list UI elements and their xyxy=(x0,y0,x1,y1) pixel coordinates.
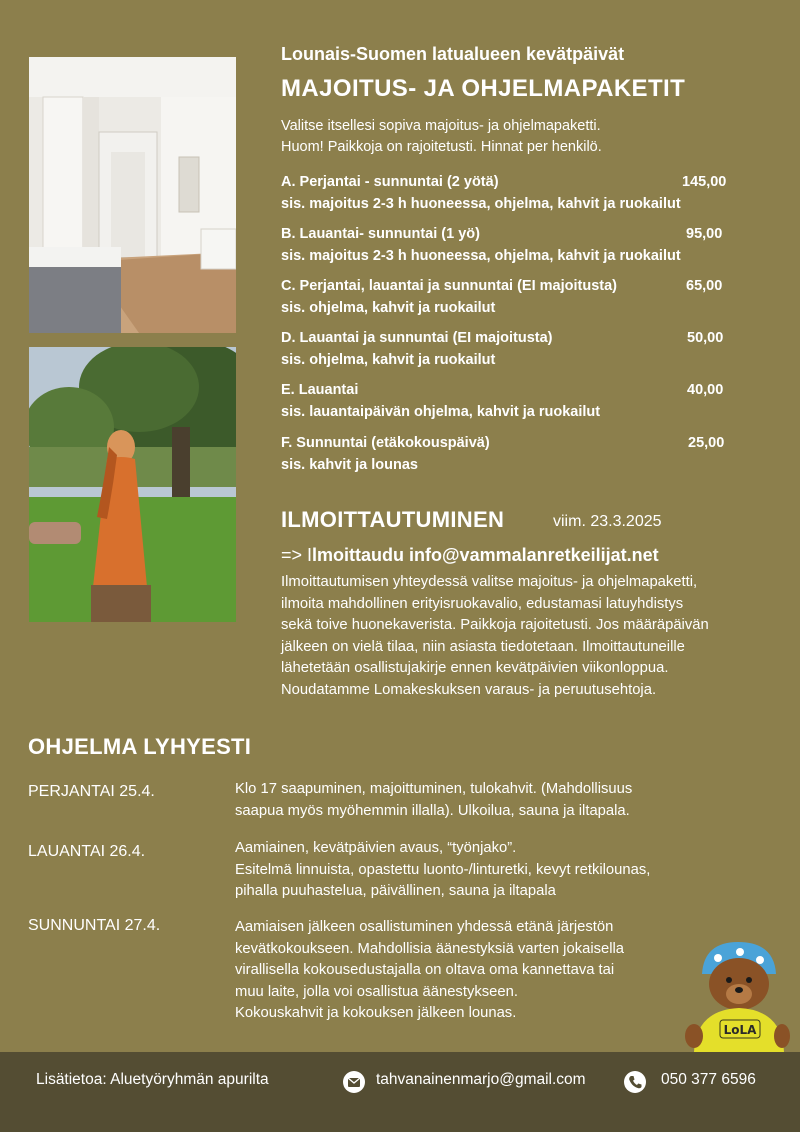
package-price: 25,00 xyxy=(688,435,725,451)
footer-phone[interactable]: 050 377 6596 xyxy=(661,1071,756,1088)
program-line: saapua myös myöhemmin illalla). Ulkoilua, sauna ja iltapala. xyxy=(235,802,630,819)
package-f xyxy=(281,433,781,476)
program-line: kevätkokoukseen. Mahdollisia äänestyksiä varten jokaisella xyxy=(235,940,625,957)
package-b xyxy=(281,224,781,267)
package-desc: sis. ohjelma, kahvit ja ruokailut xyxy=(281,351,496,368)
statue-photo xyxy=(29,347,236,622)
registration-line: sekä toive huonekaverista. Paikkoja rajoitetusti. Jos määräpäivän xyxy=(281,617,709,634)
mascot-shirt-text: LoLA xyxy=(723,1023,757,1037)
package-c xyxy=(281,276,781,319)
program-title: OHJELMA LYHYESTI xyxy=(28,734,252,759)
package-d xyxy=(281,328,781,371)
package-desc: sis. majoitus 2-3 h huoneessa, ohjelma, kahvit ja ruokailut xyxy=(281,247,681,264)
envelope-icon xyxy=(343,1071,365,1093)
event-subtitle: Lounais-Suomen latualueen kevätpäivät xyxy=(281,44,625,64)
package-desc: sis. lauantaipäivän ohjelma, kahvit ja ruokailut xyxy=(281,403,601,420)
program-line: virallisella kokousedustajalla on oltava oma kannettava tai xyxy=(235,962,615,979)
package-title: F. Sunnuntai (etäkokouspäivä) xyxy=(281,435,490,451)
package-price: 50,00 xyxy=(687,330,724,346)
package-title: E. Lauantai xyxy=(281,382,359,398)
package-title: C. Perjantai, lauantai ja sunnuntai (EI majoitusta) xyxy=(281,278,617,294)
package-a xyxy=(281,172,781,215)
package-price: 40,00 xyxy=(687,382,724,398)
program-line: pihalla puuhastelua, päivällinen, sauna ja iltapala xyxy=(235,883,556,900)
package-price: 145,00 xyxy=(682,174,727,190)
room-photo xyxy=(29,57,236,333)
package-desc: sis. ohjelma, kahvit ja ruokailut xyxy=(281,299,496,316)
registration-line: ilmoita mahdollinen erityisruokavalio, edustamasi latuyhdistys xyxy=(281,595,684,612)
registration-text xyxy=(281,572,781,702)
intro-text xyxy=(281,116,781,158)
package-title: D. Lauantai ja sunnuntai (EI majoitusta) xyxy=(281,330,553,346)
day-friday-text xyxy=(235,779,735,822)
registration-email-link[interactable]: lmoittaudu info@vammalanretkeilijat.net xyxy=(312,545,659,565)
day-saturday-text xyxy=(235,838,735,903)
day-sunday-text xyxy=(235,917,735,1025)
registration-line: jälkeen on vielä tilaa, niin asiasta tiedotetaan. Ilmoittautuneille xyxy=(281,638,685,655)
phone-icon xyxy=(624,1071,646,1093)
intro-line: Valitse itsellesi sopiva majoitus- ja ohjelmapaketti. xyxy=(281,118,601,134)
registration-line: Noudatamme Lomakeskuksen varaus- ja peruutusehtoja. xyxy=(281,681,657,698)
registration-deadline: viim. 23.3.2025 xyxy=(553,513,662,530)
package-desc: sis. kahvit ja lounas xyxy=(281,456,418,473)
registration-email[interactable] xyxy=(281,545,659,566)
program-line: Klo 17 saapuminen, majoittuminen, tulokahvit. (Mahdollisuus xyxy=(235,781,633,797)
mascot-bear-image xyxy=(684,936,790,1052)
program-line: muu laite, jolla voi osallistua äänestykseen. xyxy=(235,983,518,1000)
program-line: Aamiaisen jälkeen osallistuminen yhdessä etänä järjestön xyxy=(235,919,614,935)
package-price: 65,00 xyxy=(686,278,723,294)
intro-line: Huom! Paikkoja on rajoitetusti. Hinnat per henkilö. xyxy=(281,139,602,155)
registration-line: lähetetään osallistujakirje ennen kevätpäivien viikonloppua. xyxy=(281,660,669,677)
program-line: Aamiainen, kevätpäivien avaus, “työnjako”. xyxy=(235,840,517,856)
package-title: A. Perjantai - sunnuntai (2 yötä) xyxy=(281,174,499,190)
package-title: B. Lauantai- sunnuntai (1 yö) xyxy=(281,226,480,242)
day-sunday: SUNNUNTAI 27.4. xyxy=(28,917,161,934)
footer-info: Lisätietoa: Aluetyöryhmän apurilta xyxy=(36,1071,269,1088)
package-price: 95,00 xyxy=(686,226,723,242)
footer xyxy=(0,1052,800,1132)
registration-title: ILMOITTAUTUMINEN xyxy=(281,507,505,532)
day-friday: PERJANTAI 25.4. xyxy=(28,783,155,800)
page-title: MAJOITUS- JA OHJELMAPAKETIT xyxy=(281,75,686,102)
package-e xyxy=(281,380,781,423)
registration-line: Ilmoittautumisen yhteydessä valitse majoitus- ja ohjelmapaketti, xyxy=(281,574,698,590)
registration-email-prefix: => I xyxy=(281,545,313,565)
package-desc: sis. majoitus 2-3 h huoneessa, ohjelma, kahvit ja ruokailut xyxy=(281,195,681,212)
day-saturday: LAUANTAI 26.4. xyxy=(28,843,146,860)
program-line: Kokouskahvit ja kokouksen jälkeen lounas. xyxy=(235,1005,517,1022)
program-line: Esitelmä linnuista, opastettu luonto-/linturetki, kevyt retkilounas, xyxy=(235,861,651,878)
footer-email[interactable]: tahvanainenmarjo@gmail.com xyxy=(376,1071,586,1088)
